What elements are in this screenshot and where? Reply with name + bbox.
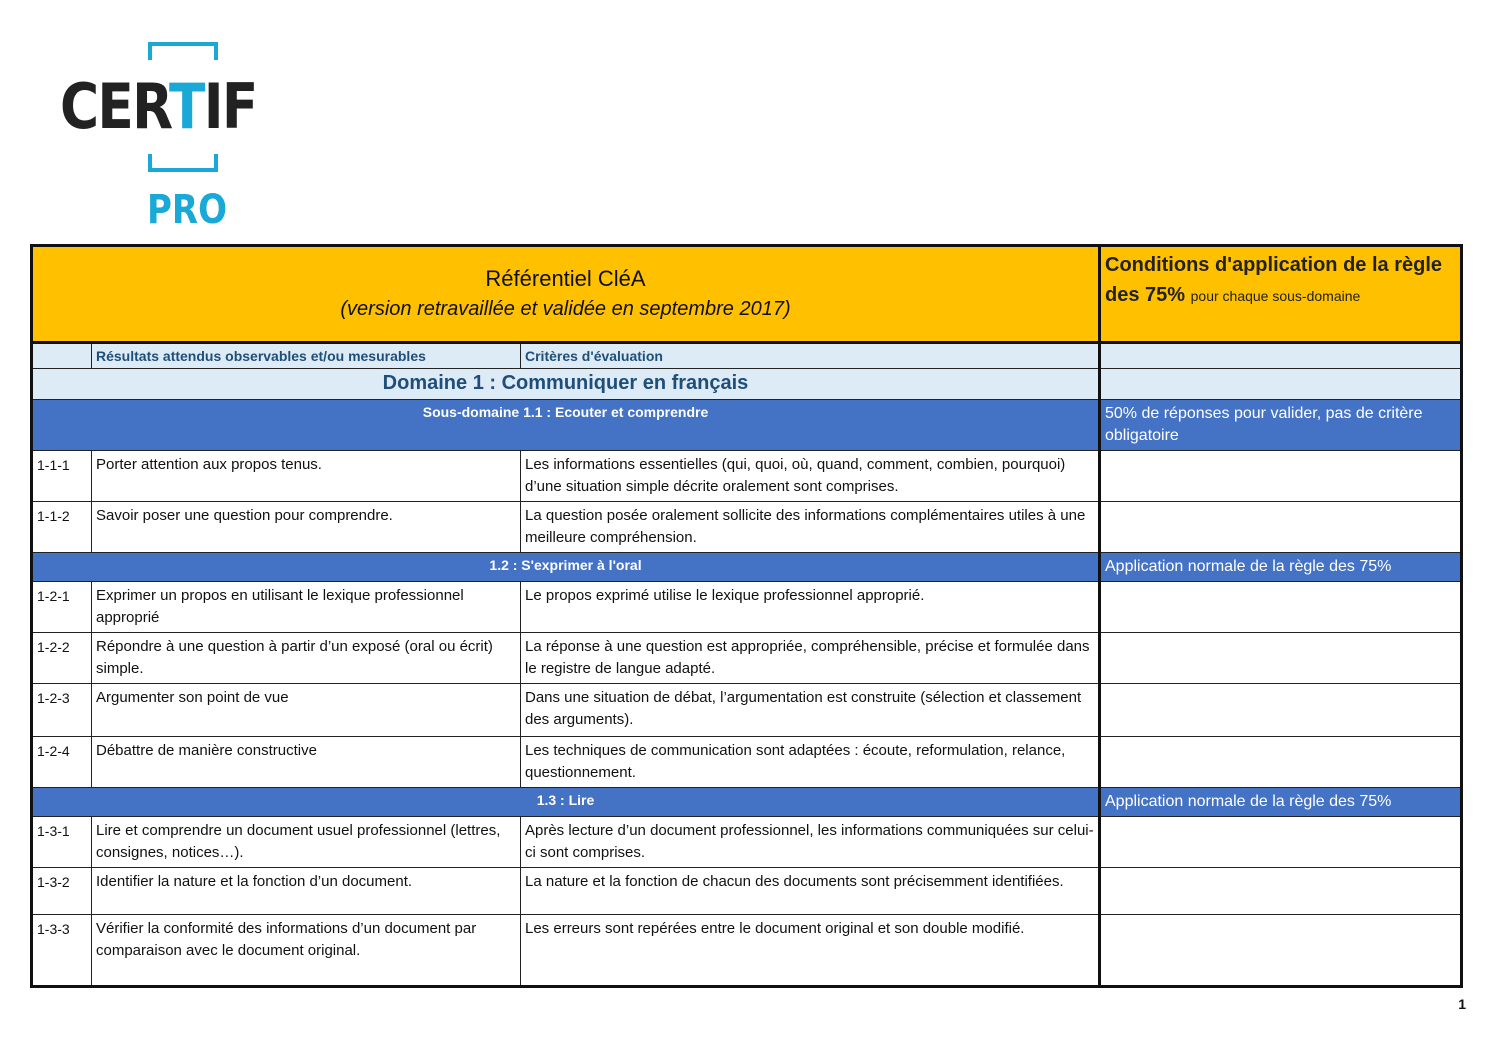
row-id: 1-1-1 xyxy=(32,451,92,502)
row-condition xyxy=(1100,582,1462,633)
subdomain-title: 1.3 : Lire xyxy=(32,788,1100,817)
row-condition xyxy=(1100,502,1462,553)
subdomain-condition: 50% de réponses pour valider, pas de critère obligatoire xyxy=(1100,400,1462,451)
logo-bracket-bottom xyxy=(148,154,218,172)
subdomain-row xyxy=(32,788,1462,817)
row-result: Identifier la nature et la fonction d’un document. xyxy=(92,868,521,915)
row-criteria: Les erreurs sont repérées entre le document original et son double modifié. xyxy=(521,915,1100,987)
row-result: Savoir poser une question pour comprendre. xyxy=(92,502,521,553)
row-result: Porter attention aux propos tenus. xyxy=(92,451,521,502)
table-row xyxy=(32,502,1462,553)
row-condition xyxy=(1100,684,1462,737)
row-condition xyxy=(1100,633,1462,684)
page-title: Référentiel CléA xyxy=(485,266,646,291)
row-result: Argumenter son point de vue xyxy=(92,684,521,737)
row-criteria: Le propos exprimé utilise le lexique professionnel approprié. xyxy=(521,582,1100,633)
table-row xyxy=(32,915,1462,987)
row-id: 1-2-3 xyxy=(32,684,92,737)
row-criteria: Dans une situation de débat, l’argumentation est construite (sélection et classement des arguments). xyxy=(521,684,1100,737)
row-result: Débattre de manière constructive xyxy=(92,737,521,788)
logo-wordmark: CERTIF xyxy=(60,70,257,143)
conditions-title: Conditions d'application de la règle des 75% pour chaque sous-domaine xyxy=(1105,254,1443,306)
row-condition xyxy=(1100,915,1462,987)
row-id: 1-2-2 xyxy=(32,633,92,684)
subdomain-condition: Application normale de la règle des 75% xyxy=(1100,553,1462,582)
row-criteria: Après lecture d’un document professionnel, les informations communiquées sur celui-ci sont comprises. xyxy=(521,817,1100,868)
row-result: Lire et comprendre un document usuel professionnel (lettres, consignes, notices…). xyxy=(92,817,521,868)
row-criteria: Les techniques de communication sont adaptées : écoute, reformulation, relance, questionnement. xyxy=(521,737,1100,788)
table-row xyxy=(32,451,1462,502)
row-id: 1-3-3 xyxy=(32,915,92,987)
row-result: Répondre à une question à partir d’un exposé (oral ou écrit) simple. xyxy=(92,633,521,684)
page-subtitle: (version retravaillée et validée en septembre 2017) xyxy=(340,298,791,320)
row-criteria: Les informations essentielles (qui, quoi, où, quand, comment, combien, pourquoi) d’une situation simple décrite oralement sont comprises. xyxy=(521,451,1100,502)
row-criteria: La réponse à une question est appropriée, compréhensible, précise et formulée dans le registre de langue adapté. xyxy=(521,633,1100,684)
table-row xyxy=(32,684,1462,737)
column-header-results: Résultats attendus observables et/ou mesurables xyxy=(92,343,521,369)
subdomain-condition: Application normale de la règle des 75% xyxy=(1100,788,1462,817)
subdomain-row xyxy=(32,553,1462,582)
logo-bracket-top xyxy=(148,42,218,60)
table-row xyxy=(32,868,1462,915)
header-conditions-cell xyxy=(1100,246,1462,343)
row-criteria: La question posée oralement sollicite des informations complémentaires utiles à une meilleure compréhension. xyxy=(521,502,1100,553)
row-condition xyxy=(1100,451,1462,502)
row-id: 1-2-4 xyxy=(32,737,92,788)
table-row xyxy=(32,737,1462,788)
table-row xyxy=(32,817,1462,868)
row-id: 1-3-1 xyxy=(32,817,92,868)
row-condition xyxy=(1100,817,1462,868)
logo-subtitle: PRO xyxy=(147,187,228,233)
domain-row xyxy=(32,369,1462,400)
certif-pro-logo xyxy=(60,42,257,233)
subdomain-title: Sous-domaine 1.1 : Ecouter et comprendre xyxy=(32,400,1100,451)
domain-title: Domaine 1 : Communiquer en français xyxy=(32,369,1100,400)
table-row xyxy=(32,633,1462,684)
table-header xyxy=(32,246,1462,343)
column-headers xyxy=(32,343,1462,369)
subdomain-row xyxy=(32,400,1462,451)
row-id: 1-2-1 xyxy=(32,582,92,633)
column-header-criteria: Critères d'évaluation xyxy=(521,343,1100,369)
row-condition xyxy=(1100,737,1462,788)
row-result: Vérifier la conformité des informations d’un document par comparaison avec le document original. xyxy=(92,915,521,987)
row-criteria: La nature et la fonction de chacun des documents sont précisemment identifiées. xyxy=(521,868,1100,915)
subdomain-title: 1.2 : S'exprimer à l'oral xyxy=(32,553,1100,582)
header-title-cell xyxy=(32,246,1100,343)
row-condition xyxy=(1100,868,1462,915)
row-id: 1-1-2 xyxy=(32,502,92,553)
page-number: 1 xyxy=(1458,996,1466,1012)
row-result: Exprimer un propos en utilisant le lexique professionnel approprié xyxy=(92,582,521,633)
table-row xyxy=(32,582,1462,633)
row-id: 1-3-2 xyxy=(32,868,92,915)
referentiel-table xyxy=(30,244,1463,988)
